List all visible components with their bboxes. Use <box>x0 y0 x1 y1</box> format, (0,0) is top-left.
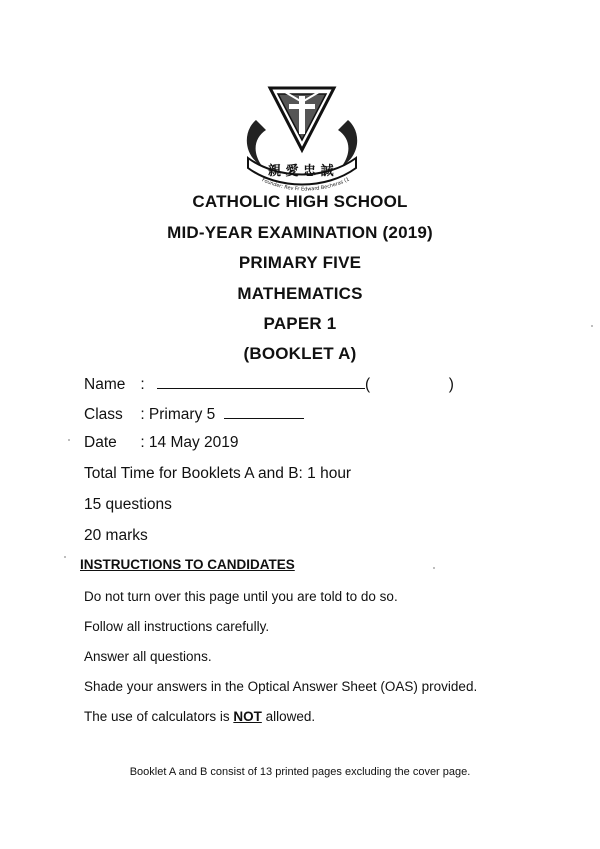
instruction-item: Shade your answers in the Optical Answer Sheet (OAS) provided. <box>84 679 478 694</box>
instruction-item: Do not turn over this page until you are told to do so. <box>84 589 398 604</box>
name-underline[interactable] <box>157 374 365 389</box>
name-open-paren: ( <box>364 376 371 393</box>
scan-speck <box>64 556 66 558</box>
calc-text-post: allowed. <box>261 709 316 724</box>
class-underline[interactable] <box>224 404 304 419</box>
exam-title: MID-YEAR EXAMINATION (2019) <box>167 223 433 242</box>
mark-count: 20 marks <box>84 527 148 544</box>
school-name: CATHOLIC HIGH SCHOOL <box>192 192 408 211</box>
instructions-heading: INSTRUCTIONS TO CANDIDATES <box>80 557 295 572</box>
level-title: PRIMARY FIVE <box>238 253 362 272</box>
name-separator: : <box>140 376 145 393</box>
class-value: : Primary 5 <box>140 406 216 423</box>
name-label: Name <box>84 376 126 393</box>
date-field <box>84 434 239 452</box>
question-count: 15 questions <box>84 496 172 513</box>
booklet-title: (BOOKLET A) <box>243 344 357 363</box>
instruction-calculator <box>84 709 315 724</box>
subject-title: MATHEMATICS <box>237 284 363 303</box>
class-label: Class <box>84 406 123 423</box>
name-field[interactable] <box>84 374 454 394</box>
name-close-paren: ) <box>448 376 454 393</box>
page-footer-note: Booklet A and B consist of 13 printed pages excluding the cover page. <box>129 766 471 778</box>
date-label: Date <box>84 434 117 451</box>
date-value: : 14 May 2019 <box>140 434 239 451</box>
scan-speck <box>433 567 435 569</box>
instruction-item: Answer all questions. <box>84 649 212 664</box>
svg-text:Founder: Rev Fr Edward Bechera: Founder: Rev Fr Edward Becheras (1 <box>260 176 351 192</box>
scan-speck <box>591 325 593 327</box>
scan-speck <box>68 439 70 441</box>
crest-motto-text: 親 愛 忠 誠 <box>268 164 334 179</box>
instruction-item: Follow all instructions carefully. <box>84 619 270 634</box>
class-field[interactable] <box>84 404 304 424</box>
school-crest-logo <box>238 80 366 192</box>
paper-title: PAPER 1 <box>263 314 337 333</box>
calc-text-pre: The use of calculators is <box>84 709 234 724</box>
total-time: Total Time for Booklets A and B: 1 hour <box>84 465 352 482</box>
calc-not-emphasis: NOT <box>233 709 262 724</box>
